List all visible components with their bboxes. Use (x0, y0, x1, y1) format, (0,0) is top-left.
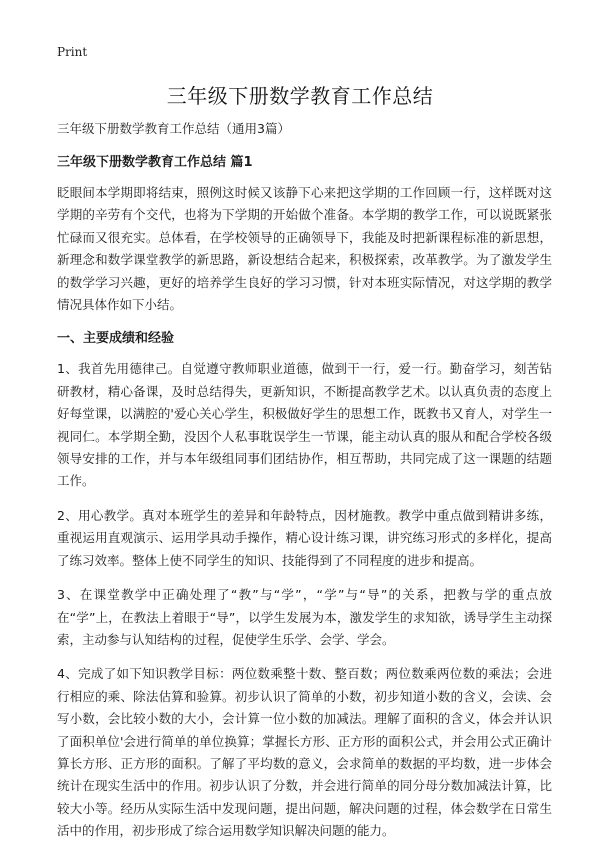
list-item: 4、完成了如下知识教学目标：两位数乘整十数、整百数；两位数乘两位数的乘法；会进行相应的乘、除法估算和验算。初步认识了简单的小数，初步知道小数的含义，会读、会写小数，会比较小数的大小，会计算一位小数的加减法。理解了面积的含义，体会并认识了面积单位'会进行简单的单位换算；掌握长方形、正方形的面积公式，并会用公式正确计算长方形、正方形的面积。了解了平均数的意义，会求简单的数据的平均数，进一步体会统计在现实生活中的作用。初步认识了分数，并会进行简单的同分母分数加减法计算，比较大小等。经历从实际生活中发现问题，提出问题，解决问题的过程，体会数学在日常生活中的作用，初步形成了综合运用数学知识解决问题的能力。 (57, 666, 552, 839)
list-item: 2、用心教学。真对本班学生的差异和年龄特点，因材施教。教学中重点做到精讲多练，重视运用直观演示、运用学具动手操作，精心设计练习课，讲究练习形式的多样化，提高了练习效率。整体上使不同学生的知识、技能得到了不同程度的进步和提高。 (57, 507, 552, 568)
document-body (57, 118, 552, 855)
print-link[interactable]: Print (57, 45, 88, 59)
section-heading-achievements: 一、主要成绩和经验 (57, 331, 175, 347)
intro-paragraph: 眨眼间本学期即将结束，照例这时候又该静下心来把这学期的工作回顾一行，这样既对这学期的辛劳有个交代，也将为下学期的开始做个准备。本学期的教学工作，可以说既紧张忙碌而又很充实。总体看，在学校领导的正确领导下，我能及时把新课程标准的新思想，新理念和数学课堂教学的新思路，新设想结合起来，积极探索，改革教学。为了激发学生的数学学习兴趣，更好的培养学生良好的学习习惯，针对本班实际情况，对这学期的教学情况具体作如下小结。 (57, 185, 552, 313)
list-item: 1、我首先用德律己。自觉遵守教师职业道德，做到干一行，爱一行。勤奋学习，刻苦钻研教材，精心备课，及时总结得失，更新知识，不断提高教学艺术。以认真负责的态度上好每堂课，以满腔的'爱心关心学生，积极做好学生的思想工作，既教书又育人，对学生一视同仁。本学期全勤，没因个人私事耽误学生一节课，能主动认真的服从和配合学校各级领导安排的工作，并与本年级组同事们团结协作，相互帮助，共同完成了这一课题的结题工作。 (57, 361, 552, 489)
piece-heading: 三年级下册数学教育工作总结 篇1 (57, 155, 253, 170)
document-subtitle: 三年级下册数学教育工作总结（通用3篇） (57, 121, 290, 136)
list-item: 3、在课堂教学中正确处理了“教”与“学”，“学”与“导”的关系，把教与学的重点放在“学”上，在教法上着眼于“导”，以学生发展为本，激发学生的求知欲，诱导学生主动探索，主动参与认知结构的过程，促使学生乐学、会学、学会。 (57, 587, 552, 647)
document-title: 三年级下册数学教育工作总结 (166, 84, 434, 108)
